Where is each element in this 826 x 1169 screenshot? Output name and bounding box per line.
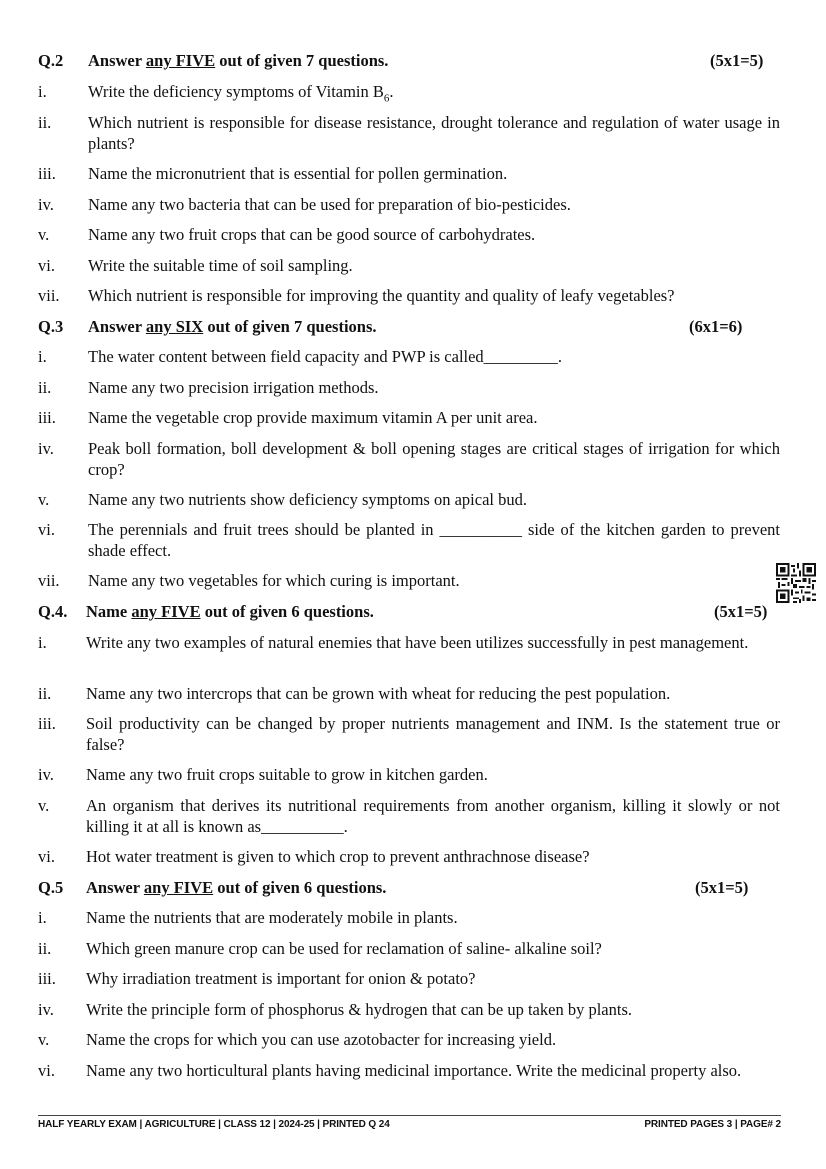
- question-item: i. Name the nutrients that are moderately mobile in plants.: [38, 908, 458, 927]
- question-item: iii. Soil productivity can be changed by proper nutrients management and INM. Is the statement true or false?: [38, 714, 780, 754]
- question-item: i. The water content between field capacity and PWP is called_________.: [38, 347, 563, 366]
- question-item: iv. Write the principle form of phosphorus & hydrogen that can be up taken by plants.: [38, 1000, 632, 1019]
- question-item: iv. Name any two fruit crops suitable to grow in kitchen garden.: [38, 765, 488, 784]
- question-number: Q.5: [38, 878, 64, 897]
- footer-page-info: PRINTED PAGES 3 | PAGE# 2: [644, 1119, 781, 1130]
- footer-exam-info: HALF YEARLY EXAM | AGRICULTURE | CLASS 12 | 2024-25 | PRINTED Q 24: [38, 1119, 390, 1130]
- question-item: ii. Name any two intercrops that can be grown with wheat for reducing the pest population.: [38, 684, 671, 703]
- question-item: vii. Name any two vegetables for which curing is important.: [38, 571, 460, 590]
- page-footer: [38, 1115, 781, 1130]
- question-instruction: Answer any FIVE out of given 6 questions.: [86, 878, 387, 897]
- question-item: iv. Peak boll formation, boll development & boll opening stages are critical stages of irrigation for which crop?: [38, 439, 780, 479]
- question-item: ii. Name any two precision irrigation methods.: [38, 378, 379, 397]
- question-item: iii. Name the micronutrient that is essential for pollen germination.: [38, 164, 508, 183]
- question-item: vi. Write the suitable time of soil sampling.: [38, 256, 353, 275]
- question-item: vi. The perennials and fruit trees should be planted in __________ side of the kitchen garden to prevent shade effect.: [38, 520, 780, 560]
- question-number: Q.4.: [38, 602, 68, 621]
- question-marks: (5x1=5): [695, 878, 749, 897]
- question-instruction: Answer any SIX out of given 7 questions.: [88, 317, 377, 336]
- question-number: Q.3: [38, 317, 64, 336]
- question-item: v. Name any two nutrients show deficiency symptoms on apical bud.: [38, 490, 527, 509]
- question-item: vi. Hot water treatment is given to which crop to prevent anthrachnose disease?: [38, 847, 590, 866]
- question-item: iv. Name any two bacteria that can be used for preparation of bio-pesticides.: [38, 195, 571, 214]
- question-marks: (5x1=5): [714, 602, 768, 621]
- question-item: ii. Which nutrient is responsible for disease resistance, drought tolerance and regulation of water usage in plants?: [38, 113, 780, 153]
- qr-code-icon: [776, 563, 816, 603]
- question-item: vii. Which nutrient is responsible for improving the quantity and quality of leafy vegetables?: [38, 286, 675, 305]
- question-instruction: Name any FIVE out of given 6 questions.: [86, 602, 374, 621]
- question-item: v. Name any two fruit crops that can be good source of carbohydrates.: [38, 225, 536, 244]
- question-item: iii. Name the vegetable crop provide maximum vitamin A per unit area.: [38, 408, 538, 427]
- question-item: vi. Name any two horticultural plants having medicinal importance. Write the medicinal property also.: [38, 1061, 742, 1080]
- question-instruction: Answer any FIVE out of given 7 questions.: [88, 51, 389, 70]
- question-item: ii. Which green manure crop can be used for reclamation of saline- alkaline soil?: [38, 939, 602, 958]
- question-item: iii. Why irradiation treatment is important for onion & potato?: [38, 969, 476, 988]
- question-item: v. An organism that derives its nutritional requirements from another organism, killing it slowly or not killing it at all is known as__________.: [38, 796, 780, 836]
- question-marks: (6x1=6): [689, 317, 743, 336]
- question-item: v. Name the crops for which you can use azotobacter for increasing yield.: [38, 1030, 557, 1049]
- question-number: Q.2: [38, 51, 64, 70]
- question-item: i. Write any two examples of natural enemies that have been utilizes successfully in pest management.: [38, 633, 749, 652]
- question-item: i. Write the deficiency symptoms of Vitamin $B_6$.: [38, 82, 394, 105]
- question-marks: (5x1=5): [710, 51, 764, 70]
